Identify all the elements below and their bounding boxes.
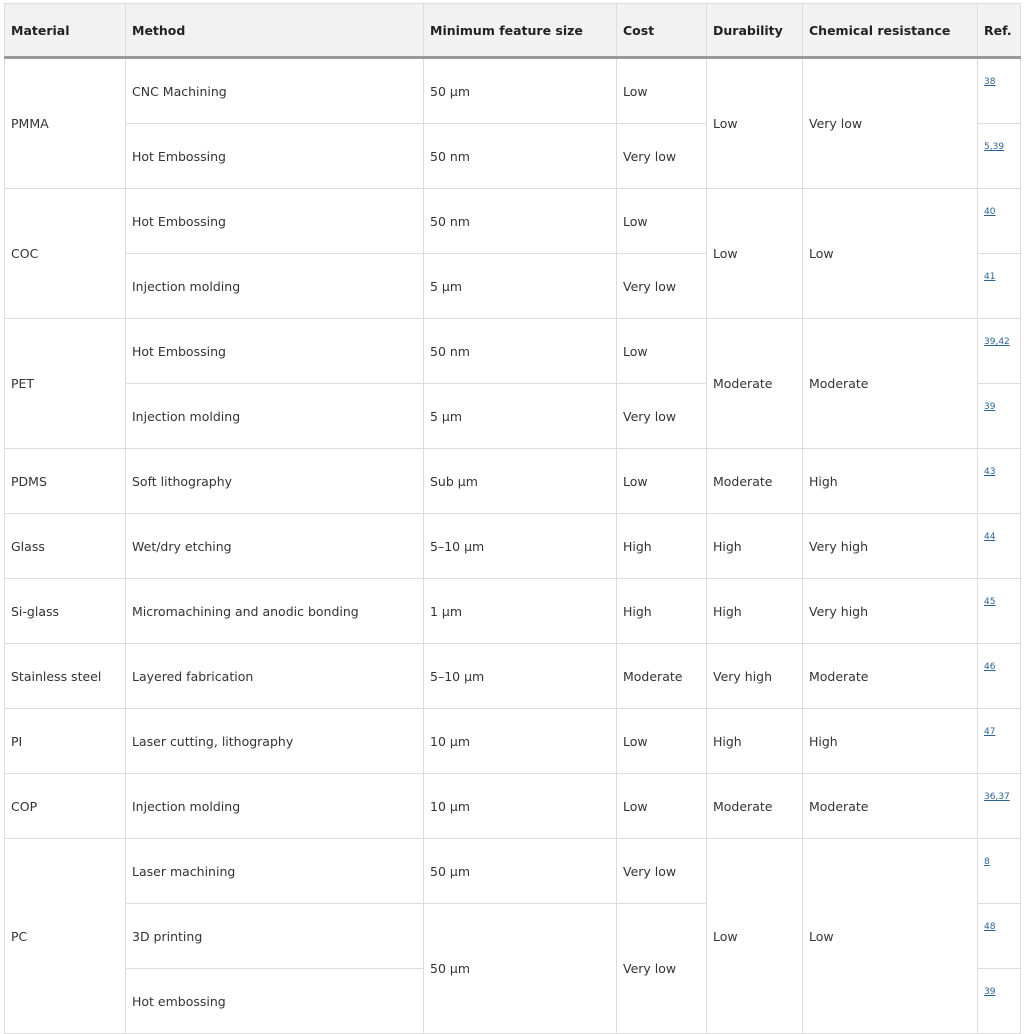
durability-cell: Moderate	[707, 319, 803, 449]
table-row	[5, 644, 1021, 709]
feature-size-cell: Sub µm	[424, 449, 617, 514]
ref-cell	[978, 449, 1021, 514]
chemical-resistance-cell: High	[803, 709, 978, 774]
cost-cell: Low	[617, 189, 707, 254]
cost-cell: Low	[617, 58, 707, 124]
table-row	[5, 319, 1021, 384]
ref-cell	[978, 514, 1021, 579]
ref-link[interactable]: 8	[984, 857, 990, 867]
feature-size-cell: 50 µm	[424, 58, 617, 124]
ref-link[interactable]: 40	[984, 207, 996, 217]
material-cell: PI	[5, 709, 126, 774]
cost-cell: High	[617, 579, 707, 644]
ref-link[interactable]: 5,39	[984, 142, 1005, 152]
cost-cell: Very low	[617, 254, 707, 319]
durability-cell: Moderate	[707, 449, 803, 514]
feature-size-cell: 50 µm	[424, 904, 617, 1034]
feature-size-cell: 50 nm	[424, 189, 617, 254]
durability-cell: Low	[707, 189, 803, 319]
table-row	[5, 579, 1021, 644]
table-row	[5, 709, 1021, 774]
chemical-resistance-cell: Low	[803, 839, 978, 1034]
cost-cell: Low	[617, 709, 707, 774]
ref-link[interactable]: 45	[984, 597, 996, 607]
method-cell: Hot Embossing	[126, 124, 424, 189]
durability-cell: Low	[707, 58, 803, 189]
ref-cell	[978, 124, 1021, 189]
cost-cell: Very low	[617, 839, 707, 904]
ref-link[interactable]: 39,42	[984, 337, 1010, 347]
header-feature-size: Minimum feature size	[424, 4, 617, 58]
ref-cell	[978, 319, 1021, 384]
header-material: Material	[5, 4, 126, 58]
ref-cell	[978, 254, 1021, 319]
method-cell: Hot embossing	[126, 969, 424, 1034]
durability-cell: Low	[707, 839, 803, 1034]
feature-size-cell: 1 µm	[424, 579, 617, 644]
feature-size-cell: 5–10 µm	[424, 514, 617, 579]
table-row	[5, 774, 1021, 839]
method-cell: Injection molding	[126, 254, 424, 319]
method-cell: Soft lithography	[126, 449, 424, 514]
ref-link[interactable]: 39	[984, 402, 996, 412]
chemical-resistance-cell: High	[803, 449, 978, 514]
table-row	[5, 58, 1021, 124]
header-cost: Cost	[617, 4, 707, 58]
material-cell: PET	[5, 319, 126, 449]
method-cell: Injection molding	[126, 774, 424, 839]
durability-cell: High	[707, 514, 803, 579]
ref-cell	[978, 839, 1021, 904]
ref-link[interactable]: 47	[984, 727, 996, 737]
ref-cell	[978, 709, 1021, 774]
header-durability: Durability	[707, 4, 803, 58]
table-row	[5, 514, 1021, 579]
ref-link[interactable]: 36,37	[984, 792, 1010, 802]
material-cell: Si-glass	[5, 579, 126, 644]
ref-link[interactable]: 38	[984, 77, 996, 87]
feature-size-cell: 10 µm	[424, 709, 617, 774]
chemical-resistance-cell: Very high	[803, 514, 978, 579]
method-cell: Laser machining	[126, 839, 424, 904]
materials-table-container	[4, 3, 1021, 1034]
header-chemical-resistance: Chemical resistance	[803, 4, 978, 58]
ref-cell	[978, 644, 1021, 709]
method-cell: Wet/dry etching	[126, 514, 424, 579]
ref-link[interactable]: 41	[984, 272, 996, 282]
feature-size-cell: 10 µm	[424, 774, 617, 839]
method-cell: CNC Machining	[126, 58, 424, 124]
ref-link[interactable]: 44	[984, 532, 996, 542]
table-row	[5, 189, 1021, 254]
ref-link[interactable]: 39	[984, 987, 996, 997]
durability-cell: High	[707, 709, 803, 774]
table-row	[5, 449, 1021, 514]
durability-cell: Moderate	[707, 774, 803, 839]
ref-cell	[978, 384, 1021, 449]
material-cell: PC	[5, 839, 126, 1034]
method-cell: Injection molding	[126, 384, 424, 449]
ref-cell	[978, 774, 1021, 839]
ref-link[interactable]: 46	[984, 662, 996, 672]
material-cell: PMMA	[5, 58, 126, 189]
cost-cell: Low	[617, 319, 707, 384]
durability-cell: Very high	[707, 644, 803, 709]
cost-cell: Very low	[617, 384, 707, 449]
header-row	[5, 4, 1021, 58]
material-cell: PDMS	[5, 449, 126, 514]
chemical-resistance-cell: Moderate	[803, 644, 978, 709]
ref-cell	[978, 58, 1021, 124]
ref-link[interactable]: 43	[984, 467, 996, 477]
material-cell: COP	[5, 774, 126, 839]
method-cell: Layered fabrication	[126, 644, 424, 709]
feature-size-cell: 50 nm	[424, 124, 617, 189]
ref-cell	[978, 969, 1021, 1034]
material-cell: COC	[5, 189, 126, 319]
method-cell: Micromachining and anodic bonding	[126, 579, 424, 644]
method-cell: 3D printing	[126, 904, 424, 969]
feature-size-cell: 5–10 µm	[424, 644, 617, 709]
chemical-resistance-cell: Moderate	[803, 319, 978, 449]
cost-cell: High	[617, 514, 707, 579]
durability-cell: High	[707, 579, 803, 644]
material-cell: Stainless steel	[5, 644, 126, 709]
ref-cell	[978, 904, 1021, 969]
chemical-resistance-cell: Low	[803, 189, 978, 319]
feature-size-cell: 5 µm	[424, 384, 617, 449]
cost-cell: Low	[617, 449, 707, 514]
cost-cell: Very low	[617, 124, 707, 189]
method-cell: Laser cutting, lithography	[126, 709, 424, 774]
chemical-resistance-cell: Very high	[803, 579, 978, 644]
ref-link[interactable]: 48	[984, 922, 996, 932]
chemical-resistance-cell: Very low	[803, 58, 978, 189]
cost-cell: Low	[617, 774, 707, 839]
materials-table	[4, 3, 1021, 1034]
feature-size-cell: 5 µm	[424, 254, 617, 319]
cost-cell: Very low	[617, 904, 707, 1034]
header-ref: Ref.	[978, 4, 1021, 58]
ref-cell	[978, 579, 1021, 644]
cost-cell: Moderate	[617, 644, 707, 709]
chemical-resistance-cell: Moderate	[803, 774, 978, 839]
material-cell: Glass	[5, 514, 126, 579]
ref-cell	[978, 189, 1021, 254]
feature-size-cell: 50 µm	[424, 839, 617, 904]
header-method: Method	[126, 4, 424, 58]
method-cell: Hot Embossing	[126, 319, 424, 384]
method-cell: Hot Embossing	[126, 189, 424, 254]
table-row	[5, 839, 1021, 904]
feature-size-cell: 50 nm	[424, 319, 617, 384]
